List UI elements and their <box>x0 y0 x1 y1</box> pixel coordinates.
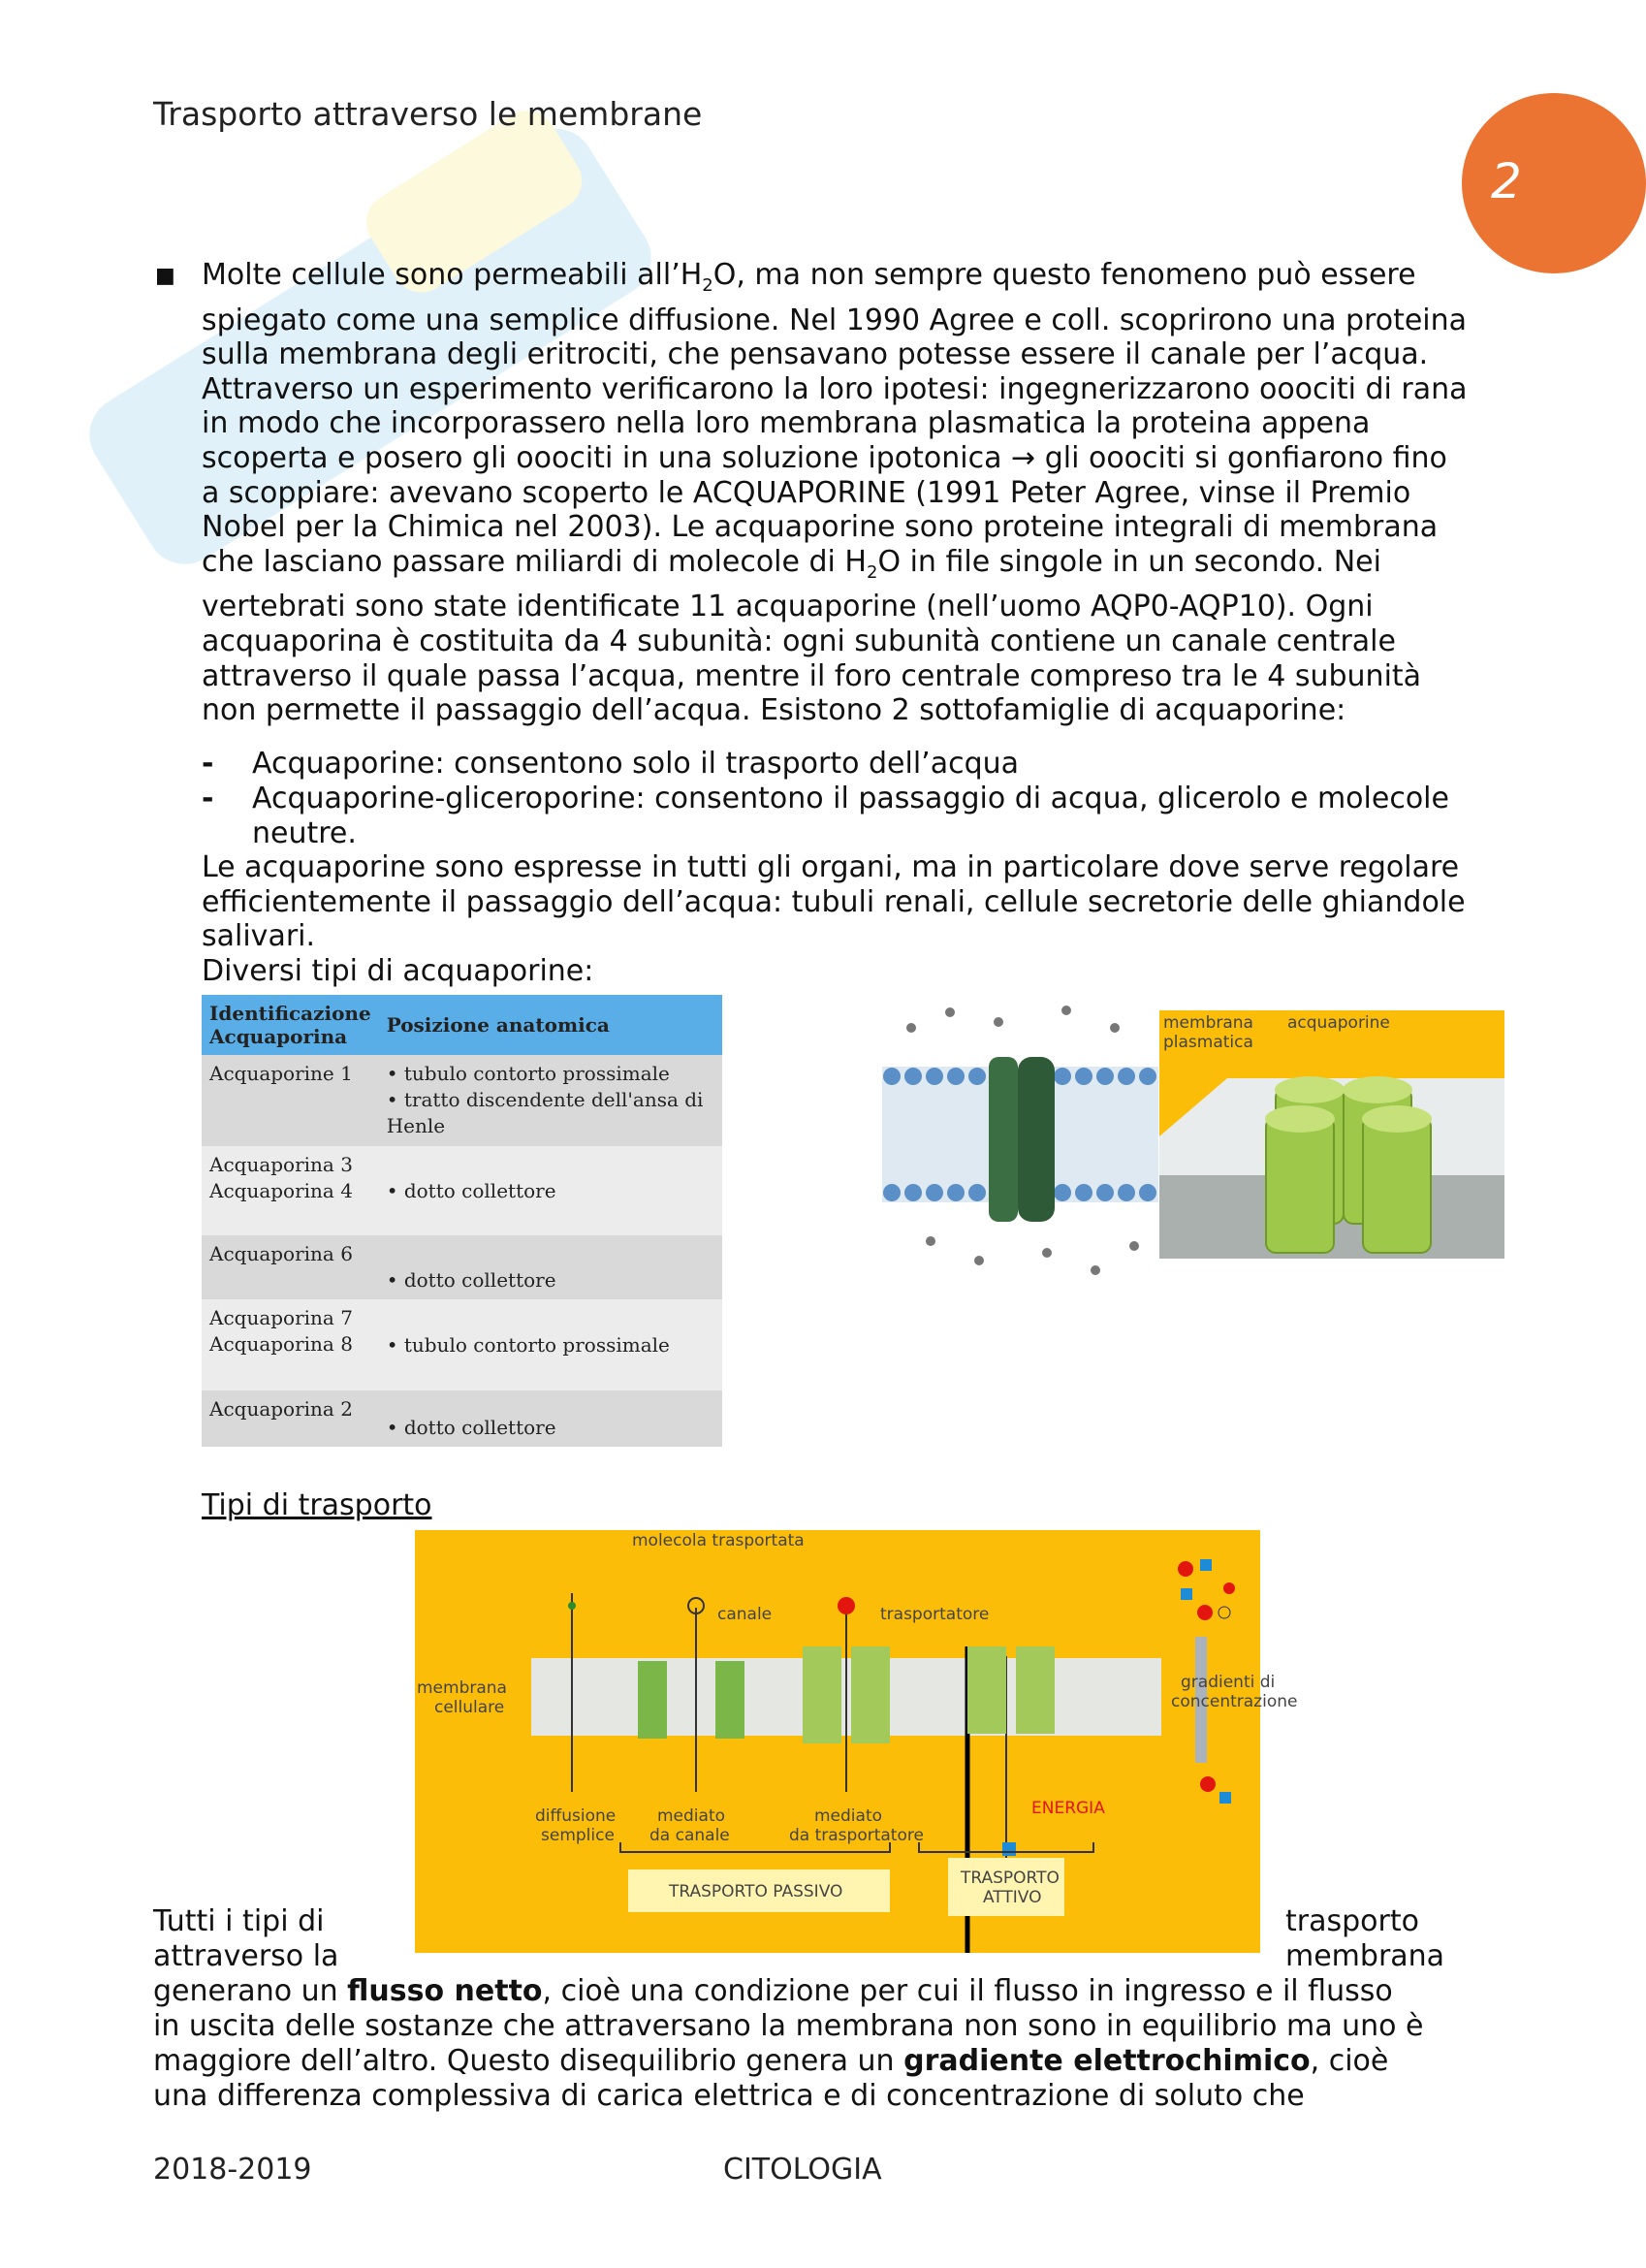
dash-icon: - <box>202 782 214 815</box>
label-canale: canale <box>717 1605 773 1624</box>
transport-heading: Tipi di trasporto <box>202 1488 432 1522</box>
table-row: Acquaporina 3 Acquaporina 4 • dotto collettore <box>202 1146 722 1235</box>
label-trasporto-passivo: TRASPORTO PASSIVO <box>669 1882 843 1901</box>
table-header: Posizione anatomica <box>379 995 722 1055</box>
subfamily-item: Acquaporine-gliceroporine: consentono il passaggio di acqua, glicerolo e molecole neutre. <box>252 782 1449 850</box>
closing-line-4: in uscita delle sostanze che attraversano la membrana non sono in equilibrio ma uno è <box>153 2009 1424 2043</box>
page-number: 2 <box>1491 153 1522 209</box>
label-trasportatore-1: mediato <box>814 1806 883 1826</box>
expression-paragraph: Le acquaporine sono espresse in tutti gli organi, ma in particolare dove serve regolare efficientemente il passaggio dell’acqua: tubuli renali, cellule secretorie delle ghiandole salivari. <box>202 850 1466 954</box>
table-row: Acquaporina 2 • dotto collettore <box>202 1390 722 1447</box>
closing-left-2: attraverso la <box>153 1939 339 1973</box>
closing-right-1: trasporto <box>1285 1904 1419 1938</box>
label-gradienti-1: gradienti di <box>1181 1673 1276 1692</box>
closing-line-6: una differenza complessiva di carica elettrica e di concentrazione di soluto che <box>153 2079 1305 2113</box>
label-energia: ENERGIA <box>1031 1799 1105 1818</box>
aquaporin-table <box>202 995 722 1447</box>
aquaporin-3d-figure <box>1159 1010 1504 1259</box>
label-trasporto-attivo-1: TRASPORTO <box>961 1869 1060 1888</box>
table-row: Acquaporina 7 Acquaporina 8 • tubulo contorto prossimale <box>202 1299 722 1390</box>
footer-subject: CITOLOGIA <box>723 2153 882 2187</box>
label-trasportatore-2: da trasportatore <box>789 1826 924 1845</box>
label-canale-1: mediato <box>657 1806 726 1826</box>
page-number-badge <box>1462 93 1646 273</box>
closing-line-5: maggiore dell’altro. Questo disequilibrio genera un gradiente elettrochimico, cioè <box>153 2044 1389 2078</box>
subfamily-item: Acquaporine: consentono solo il trasporto dell’acqua <box>252 747 1020 781</box>
table-row: Acquaporine 1 • tubulo contorto prossimale • tratto discendente dell'ansa di Henle <box>202 1055 722 1146</box>
closing-right-2: membrana <box>1285 1939 1445 1973</box>
label-membrana-2: cellulare <box>434 1698 505 1717</box>
arrow-icon: → <box>1011 440 1036 475</box>
label-diffusione-1: diffusione <box>535 1806 617 1826</box>
dash-icon: - <box>202 747 214 781</box>
label-canale-2: da canale <box>649 1826 730 1845</box>
transport-types-diagram <box>415 1530 1298 1953</box>
label-trasporto-attivo-2: ATTIVO <box>983 1888 1042 1907</box>
types-intro: Diversi tipi di acquaporine: <box>202 954 594 988</box>
label-molecola-trasportata: molecola trasportata <box>632 1531 805 1550</box>
label-gradienti-2: concentrazione <box>1171 1692 1298 1711</box>
intro-paragraph: Molte cellule sono permeabili $all’H_2O$, ma non sempre questo fenomeno può essere spiegato come una semplice diffusione. Nel 1990 Agree e coll. scoprirono una proteina sulla membrana degli eritrociti, che pensavano potesse essere il canale per l’acqua. Attraverso un esperimento verificarono la loro ipotesi: ingegnerizzarono ooociti di rana in modo che incorporassero nella loro membrana plasmatica la proteina appena scoperta e posero gli ooociti in una soluzione ipotonica → gli ooociti si gonfiarono fino a scoppiare: avevano scoperto le ACQUAPORINE (1991 Peter Agree, vinse il Premio Nobel per la Chimica nel 2003). Le acquaporine sono proteine integrali di membrana che lasciano passare miliardi di molecole di $H_2O$ in file singole in un secondo. Nei vertebrati sono state identificate 11 acquaporine (nell’uomo AQP0-AQP10). Ogni acquaporina è costituita da 4 subunità: ogni subunità contiene un canale centrale attraverso il quale passa l’acqua, mentre il foro centrale compreso tra le 4 subunità non permette il passaggio dell’acqua. Esistono 2 sottofamiglie di acquaporine: <box>202 258 1468 728</box>
closing-left-1: Tutti i tipi di <box>153 1904 325 1938</box>
label-diffusione-2: semplice <box>541 1826 615 1845</box>
footer-year: 2018-2019 <box>153 2153 312 2187</box>
membrane-aquaporin-illustration <box>872 999 1163 1290</box>
header-title: Trasporto attraverso le membrane <box>153 95 703 133</box>
label-acquaporine: acquaporine <box>1287 1013 1390 1033</box>
label-trasportatore: trasportatore <box>880 1605 990 1624</box>
closing-line-3: generano un flusso netto, cioè una condizione per cui il flusso in ingresso e il flusso <box>153 1974 1393 2008</box>
label-membrana-plasmatica-2: plasmatica <box>1163 1033 1253 1052</box>
table-header: Identificazione Acquaporina <box>202 995 379 1055</box>
table-row: Acquaporina 6 • dotto collettore <box>202 1235 722 1299</box>
label-membrana-plasmatica-1: membrana <box>1163 1013 1253 1033</box>
label-membrana-1: membrana <box>417 1678 507 1698</box>
bullet-icon: ■ <box>155 264 175 288</box>
